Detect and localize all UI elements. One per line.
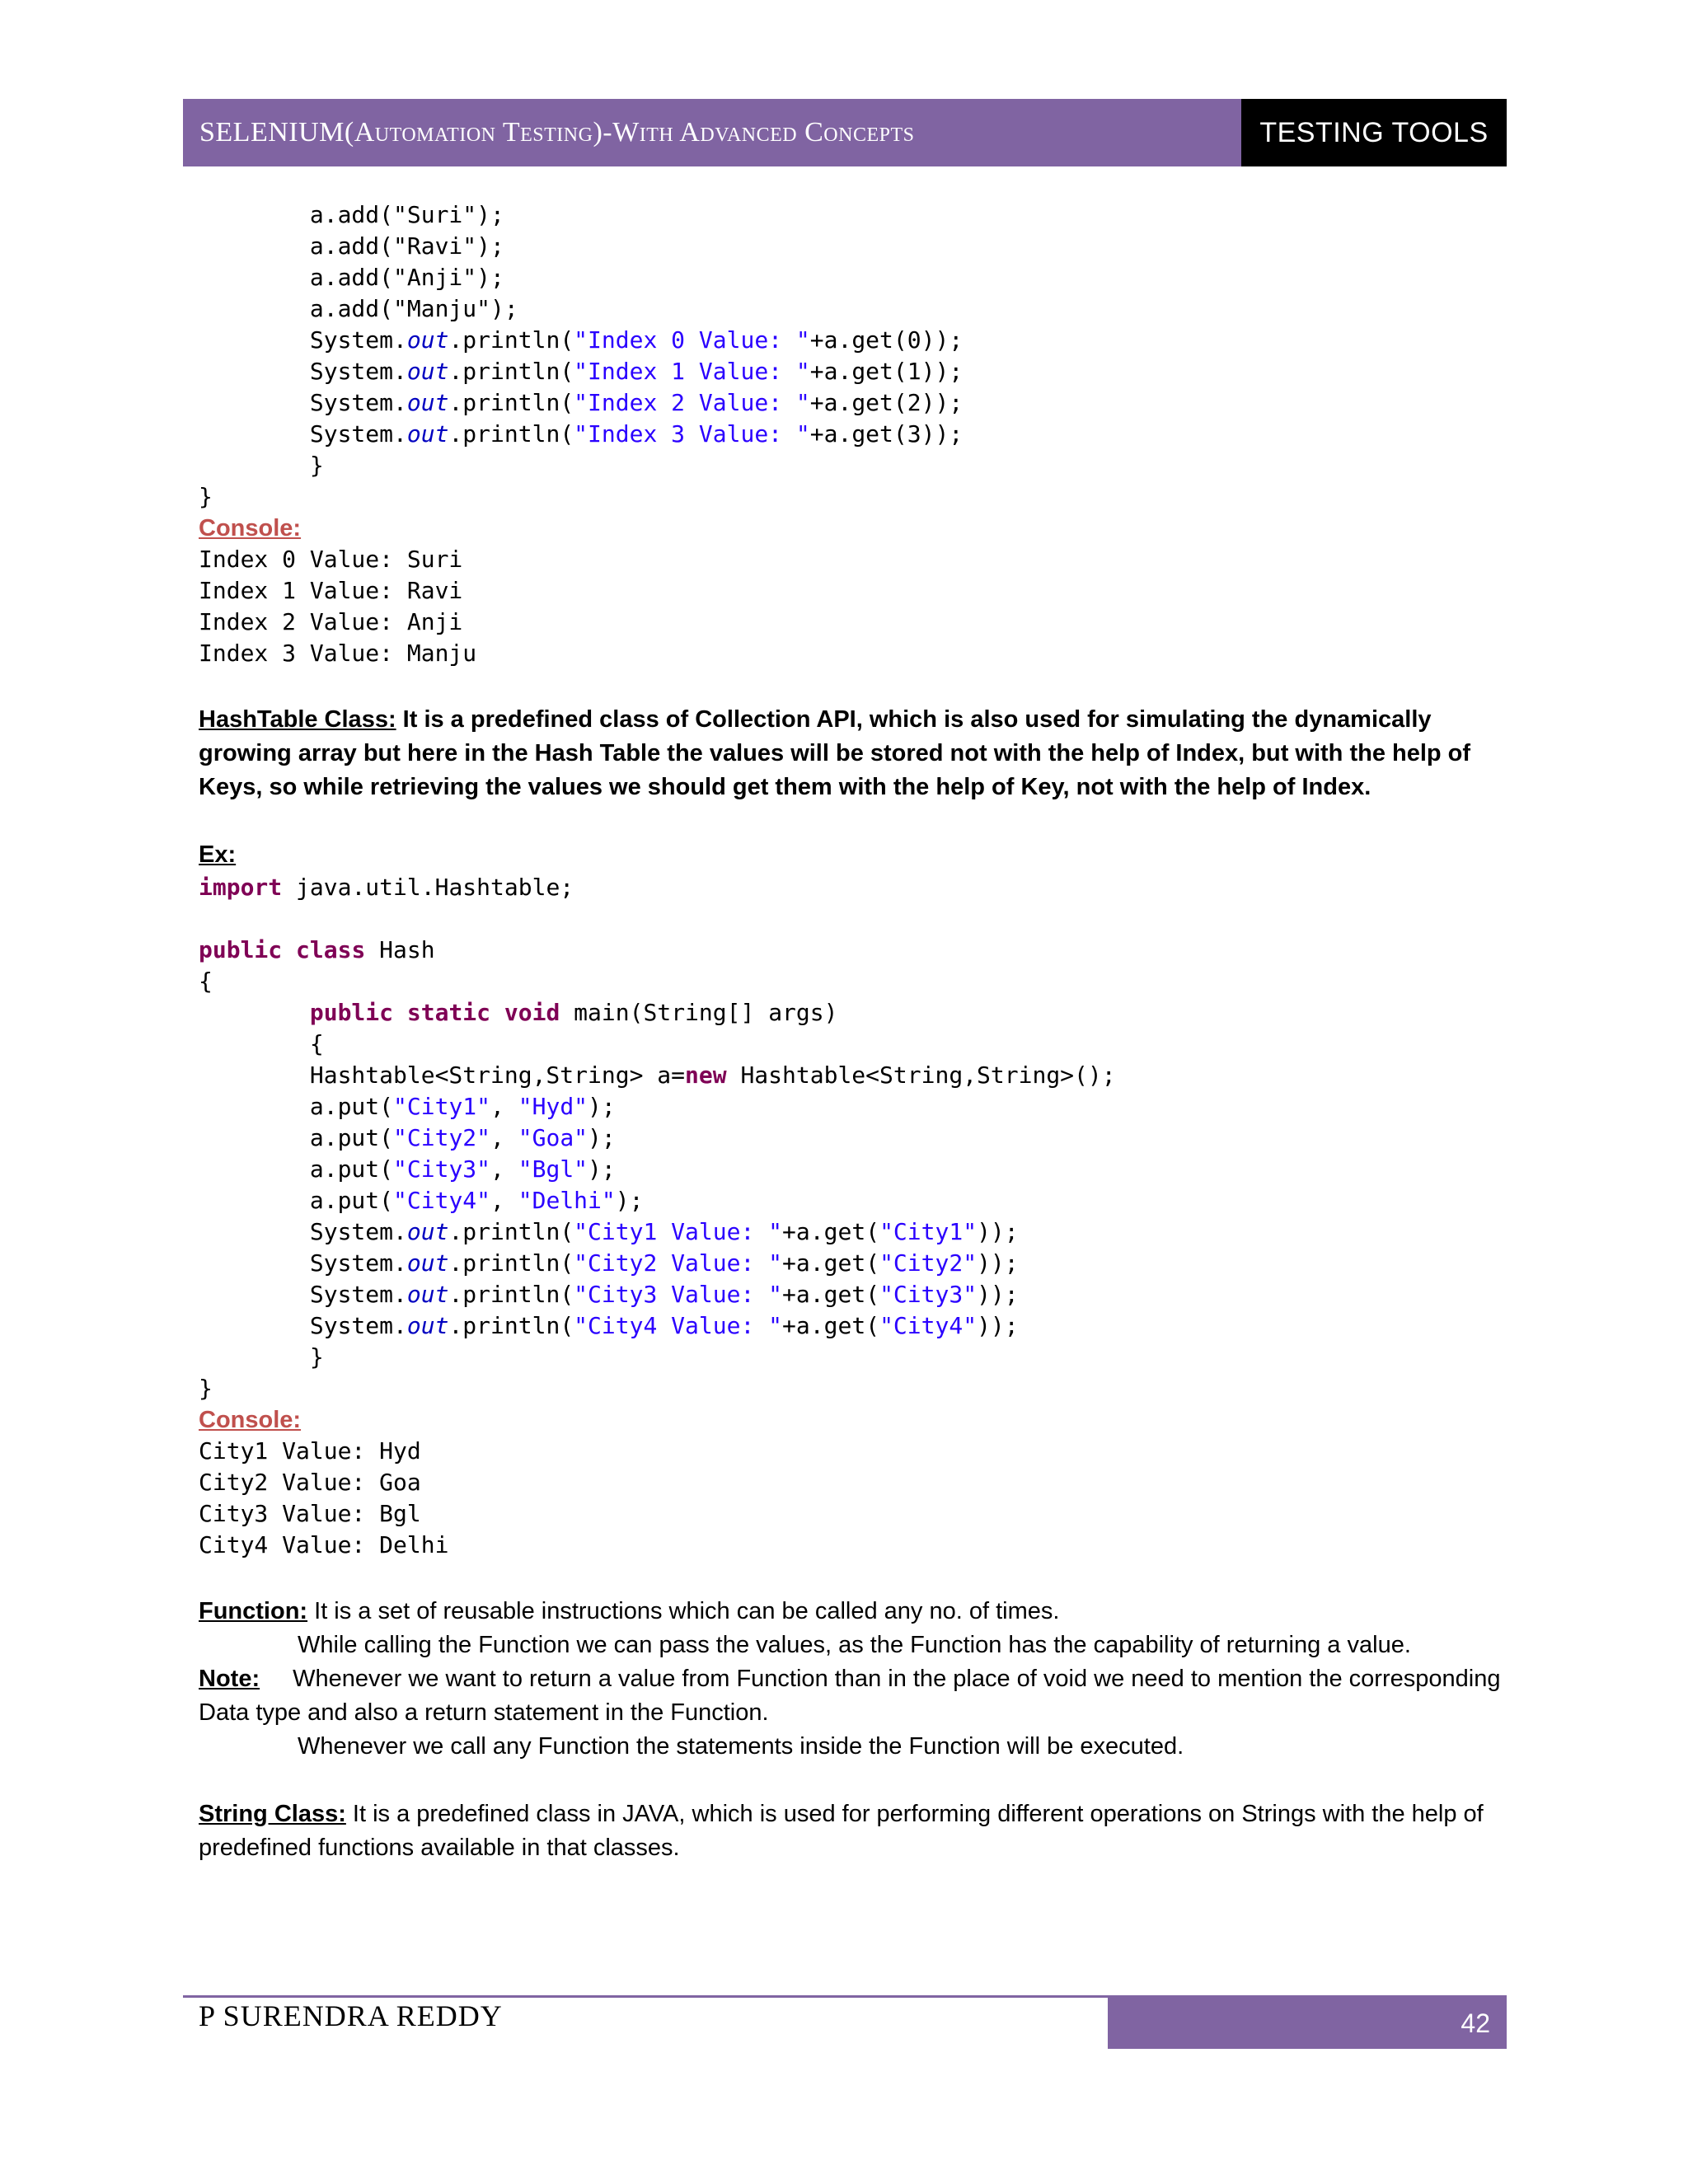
console-label-2: Console: — [199, 1407, 302, 1433]
code-block-arraylist: a.add("Suri"); a.add("Ravi"); a.add("Anji"); a.add("Manju"); System.out.println("Index 0 Value: "+a.get(0)); System.out.println("Index 1 Value: "+a.get(1)); System.out.println("Index 2 Value: "+a.get(2)); System.out.println("Index 3 Value: "+a.get(3)); } } — [199, 201, 964, 510]
page-number: 42 — [1108, 1998, 1507, 2049]
console-output-1: Index 0 Value: Suri Index 1 Value: Ravi Index 2 Value: Anji Index 3 Value: Manju — [199, 546, 477, 667]
note-paragraph-2: Whenever we call any Function the statements inside the Function will be executed. — [298, 1733, 1184, 1760]
code-block-hashtable: import java.util.Hashtable; public class Hash { public static void main(String[] args) { Hashtable<String,String> a=new Hashtable<String,String>(); a.put("City1", "Hyd"); a.put("City2", "Goa"); a.put("City3", "Bgl"); a.put("City4", "Delhi"); System.out.println("City1 Value: "+a.get("City1")); System.out.println("City2 Value: "+a.get("City2")); System.out.println("City3 Value: "+a.get("City3")); System.out.println("City4 Value: "+a.get("City4")); } } — [199, 874, 1116, 1402]
example-label: Ex: — [199, 841, 237, 868]
console-label-1: Console: — [199, 515, 302, 541]
page-header — [183, 99, 1507, 166]
page-content — [199, 199, 1509, 1865]
console-output-2: City1 Value: Hyd City2 Value: Goa City3 Value: Bgl City4 Value: Delhi — [199, 1437, 449, 1558]
note-paragraph: Note: Whenever we want to return a value from Function than in the place of void we need to mention the corresponding Data type and also a return statement in the Function. — [199, 1666, 1501, 1726]
hashtable-paragraph: HashTable Class: It is a predefined class of Collection API, which is also used for simulating the dynamically growing array but here in the Hash Table the values will be stored not with the help of Index, but with the help of Keys, so while retrieving the values we should get them with the help of Key, not with the help of Index. — [199, 706, 1471, 800]
header-title: SELENIUM (Automation Testing) - With Advanced Concepts — [183, 99, 1241, 166]
function-paragraph: Function: It is a set of reusable instructions which can be called any no. of times. — [199, 1598, 1060, 1624]
header-badge: TESTING TOOLS — [1241, 99, 1507, 166]
function-paragraph-2: While calling the Function we can pass the values, as the Function has the capability of returning a value. — [298, 1632, 1411, 1658]
string-class-paragraph: String Class: It is a predefined class in JAVA, which is used for performing different operations on Strings with the help of predefined functions available in that classes. — [199, 1801, 1484, 1861]
footer-author: P SURENDRA REDDY — [199, 1999, 503, 2032]
